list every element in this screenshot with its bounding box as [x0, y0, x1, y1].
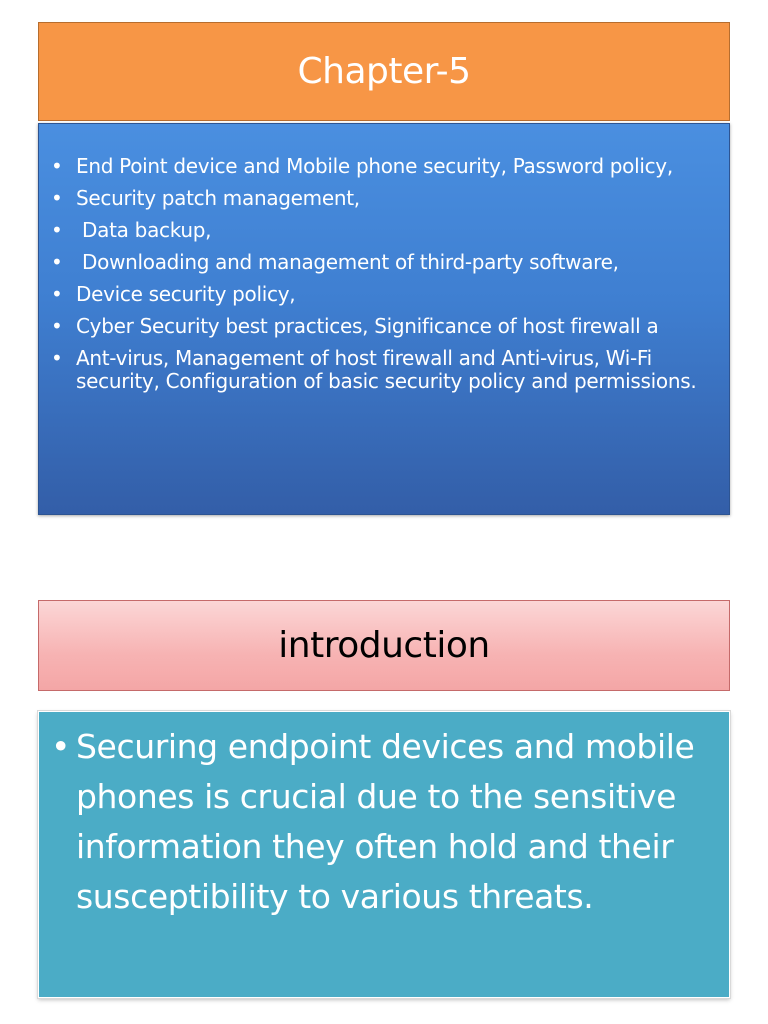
introduction-text: Securing endpoint devices and mobile phones is crucial due to the sensitive information they often hold and their susceptibility to various threats.: [76, 727, 695, 916]
topic-text: Security patch management,: [76, 186, 360, 210]
introduction-title-box: [38, 600, 730, 691]
bullet-icon: •: [51, 314, 63, 338]
topic-item: [51, 283, 713, 306]
introduction-body-box: [38, 711, 730, 998]
bullet-icon: •: [51, 186, 63, 210]
bullet-icon: •: [51, 727, 71, 766]
chapter-title: Chapter-5: [297, 51, 471, 92]
bullet-icon: •: [51, 218, 63, 242]
topic-text: Data backup,: [76, 218, 212, 242]
bullet-icon: •: [51, 250, 63, 274]
topic-text: Cyber Security best practices, Significance of host firewall a: [76, 314, 659, 338]
topic-item: [51, 219, 713, 242]
topic-item: [51, 155, 713, 178]
introduction-title: introduction: [278, 625, 490, 666]
introduction-bullet: [51, 722, 719, 922]
topic-item: [51, 251, 713, 274]
topic-item: [51, 187, 713, 210]
chapter-title-box: [38, 22, 730, 121]
topic-text: Device security policy,: [76, 282, 296, 306]
chapter-topics-list: [51, 155, 713, 393]
topic-item: [51, 347, 713, 393]
chapter-topics-box: [38, 123, 730, 515]
bullet-icon: •: [51, 282, 63, 306]
bullet-icon: •: [51, 346, 63, 370]
topic-text: Downloading and management of third-party software,: [76, 250, 619, 274]
topic-item: [51, 315, 713, 338]
bullet-icon: •: [51, 154, 63, 178]
topic-text: End Point device and Mobile phone security, Password policy,: [76, 154, 673, 178]
topic-text: Ant-virus, Management of host firewall and Anti-virus, Wi-Fi security, Configuration of basic security policy and permissions.: [76, 346, 697, 393]
